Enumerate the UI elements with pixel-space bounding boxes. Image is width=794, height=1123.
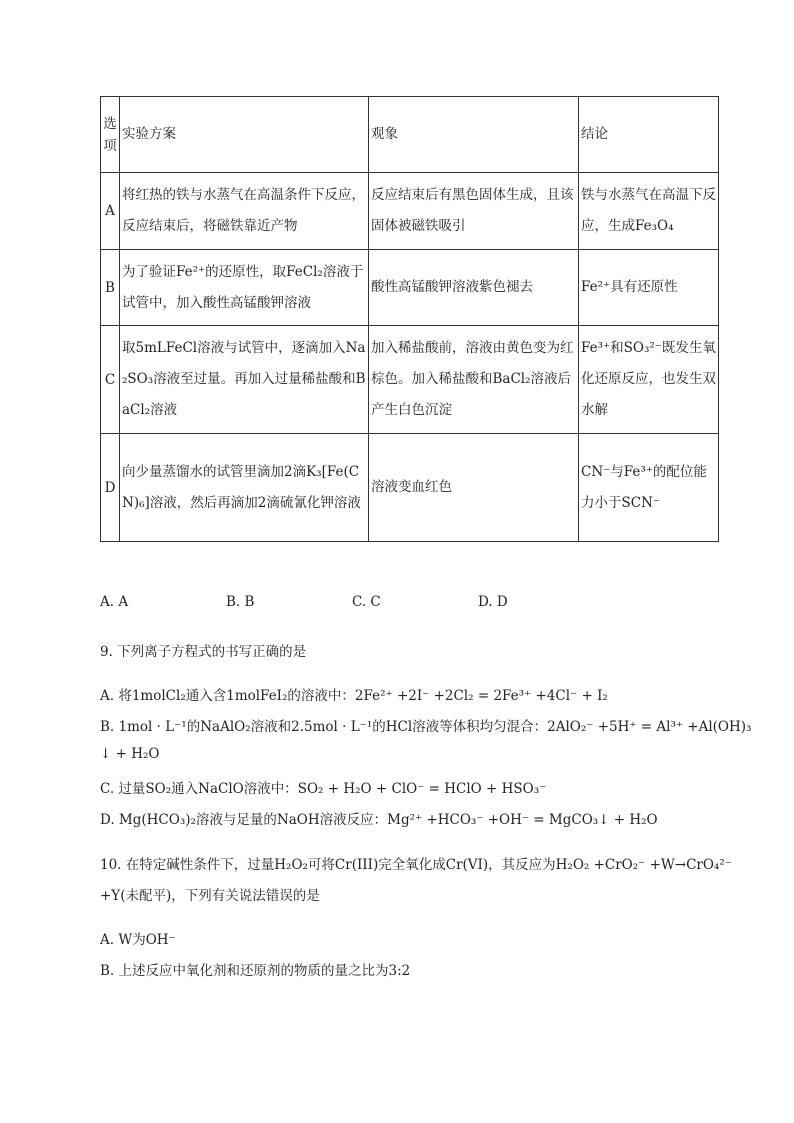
row-key: B <box>101 250 120 326</box>
q8-choice-a[interactable]: A. A <box>100 594 129 610</box>
row-conclusion: Fe²⁺具有还原性 <box>579 250 719 326</box>
q8-choices <box>100 594 720 616</box>
q8-choice-b[interactable]: B. B <box>226 594 255 610</box>
q10-stem-line2: +Y(未配平)，下列有关说法错误的是 <box>100 888 320 904</box>
q8-choice-c[interactable]: C. C <box>352 594 381 610</box>
q10-stem-line1: 10. 在特定碱性条件下，过量H₂O₂可将Cr(III)完全氧化成Cr(VI)，其反应为H₂O₂ +CrO₂⁻ +W→CrO₄²⁻ <box>100 857 732 873</box>
row-conclusion: Fe³⁺和SO₃²⁻既发生氧化还原反应，也发生双水解 <box>579 326 719 434</box>
q10-option-a[interactable]: A. W为OH⁻ <box>100 932 176 948</box>
header-plan: 实验方案 <box>120 97 369 173</box>
row-plan: 为了验证Fe²⁺的还原性，取FeCl₂溶液于试管中，加入酸性高锰酸钾溶液 <box>120 250 369 326</box>
q9-option-d[interactable]: D. Mg(HCO₃)₂溶液与足量的NaOH溶液反应：Mg²⁺ +HCO₃⁻ +OH⁻ = MgCO₃↓ + H₂O <box>100 812 658 828</box>
row-key: A <box>101 173 120 250</box>
row-observation: 反应结束后有黑色固体生成，且该固体被磁铁吸引 <box>369 173 579 250</box>
row-plan: 取5mLFeCl溶液与试管中，逐滴加入Na₂SO₃溶液至过量。再加入过量稀盐酸和BaCl₂溶液 <box>120 326 369 434</box>
table-row <box>101 250 719 326</box>
q9-option-a[interactable]: A. 将1molCl₂通入含1molFeI₂的溶液中：2Fe²⁺ +2I⁻ +2Cl₂ = 2Fe³⁺ +4Cl⁻ + I₂ <box>100 688 608 704</box>
row-plan: 向少量蒸馏水的试管里滴加2滴K₃[Fe(CN)₆]溶液，然后再滴加2滴硫氰化钾溶液 <box>120 434 369 542</box>
q9-option-c[interactable]: C. 过量SO₂通入NaClO溶液中：SO₂ + H₂O + ClO⁻ = HClO + HSO₃⁻ <box>100 781 547 797</box>
row-observation: 加入稀盐酸前，溶液由黄色变为红棕色。加入稀盐酸和BaCl₂溶液后产生白色沉淀 <box>369 326 579 434</box>
q9-option-b[interactable]: B. 1mol · L⁻¹的NaAlO₂溶液和2.5mol · L⁻¹的HCl溶液等体积均匀混合：2AlO₂⁻ +5H⁺ = Al³⁺ +Al(OH)₃ <box>100 719 752 735</box>
row-plan: 将红热的铁与水蒸气在高温条件下反应，反应结束后，将磁铁靠近产物 <box>120 173 369 250</box>
table-header-row <box>101 97 719 173</box>
q10-option-b[interactable]: B. 上述反应中氧化剂和还原剂的物质的量之比为3:2 <box>100 963 411 979</box>
row-observation: 酸性高锰酸钾溶液紫色褪去 <box>369 250 579 326</box>
q8-choice-d[interactable]: D. D <box>478 594 508 610</box>
experiment-table <box>100 96 719 542</box>
table-row <box>101 173 719 250</box>
header-option: 选项 <box>101 97 120 173</box>
row-conclusion: 铁与水蒸气在高温下反应，生成Fe₃O₄ <box>579 173 719 250</box>
header-observation: 观象 <box>369 97 579 173</box>
row-conclusion: CN⁻与Fe³⁺的配位能力小于SCN⁻ <box>579 434 719 542</box>
row-observation: 溶液变血红色 <box>369 434 579 542</box>
row-key: D <box>101 434 120 542</box>
q9-stem: 9. 下列离子方程式的书写正确的是 <box>100 644 307 660</box>
table-row <box>101 326 719 434</box>
row-key: C <box>101 326 120 434</box>
q9-option-b-cont: ↓ + H₂O <box>100 746 160 762</box>
table-row <box>101 434 719 542</box>
header-conclusion: 结论 <box>579 97 719 173</box>
